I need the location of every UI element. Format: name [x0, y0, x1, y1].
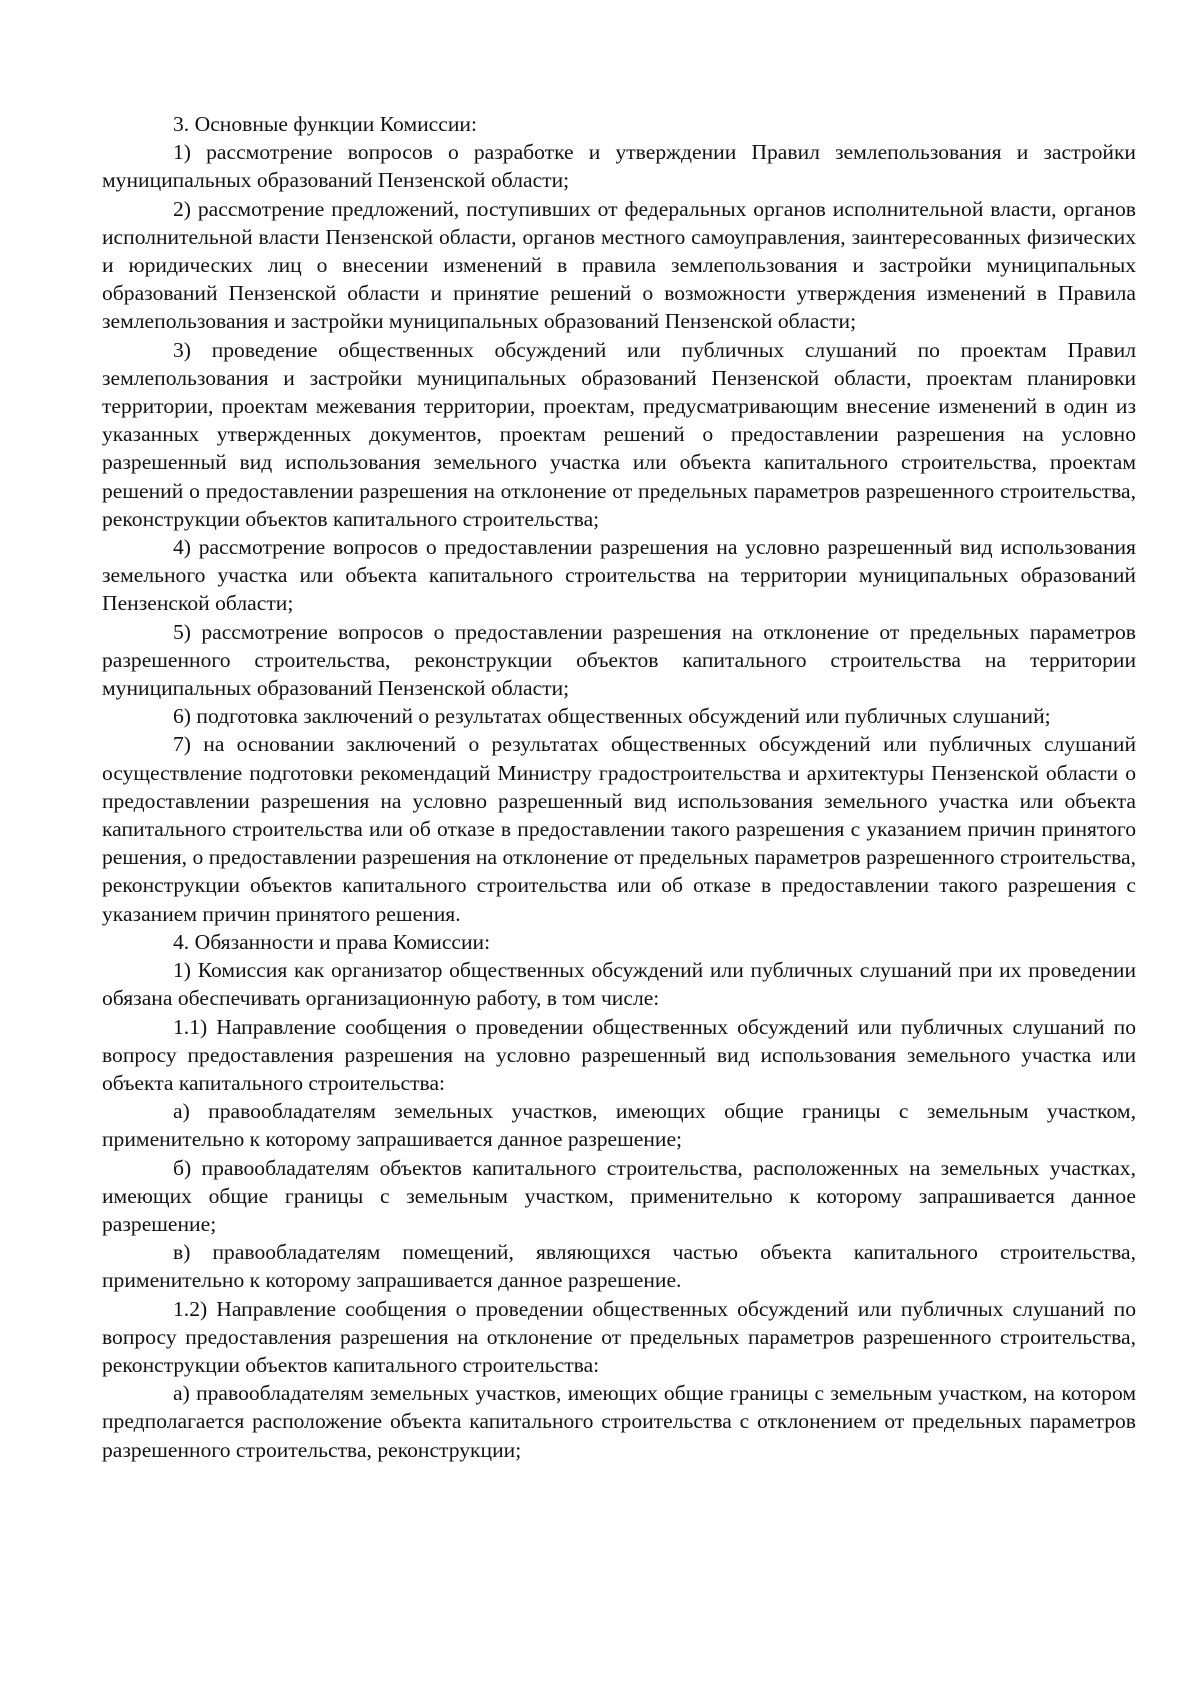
section-3-item-2: 2) рассмотрение предложений, поступивших от федеральных органов исполнительной власти, органов исполнительной власти Пензенской области, органов местного самоуправления, заинтересованных физических и юридических лиц о внесении изменений в правила землепользования и застройки муниципальных образований Пензенской области и принятие решений о возможности утверждения изменений в Правила землепользования и застройки муниципальных образований Пензенской области;	[102, 196, 1136, 334]
section-3-item-5: 5) рассмотрение вопросов о предоставлении разрешения на отклонение от предельных параметров разрешенного строительства, реконструкции объектов капитального строительства на территории муниципальных образований Пензенской области;	[102, 619, 1136, 701]
section-4-item-1-1-a: а) правообладателям земельных участков, имеющих общие границы с земельным участком, применительно к которому запрашивается данное разрешение;	[102, 1099, 1136, 1152]
section-3-item-1: 1) рассмотрение вопросов о разработке и утверждении Правил землепользования и застройки муниципальных образований Пензенской области;	[102, 140, 1136, 193]
section-4-item-1: 1) Комиссия как организатор общественных обсуждений или публичных слушаний при их проведении обязана обеспечивать организационную работу, в том числе:	[102, 958, 1136, 1011]
section-3-heading: 3. Основные функции Комиссии:	[173, 112, 477, 136]
section-4-item-1-2: 1.2) Направление сообщения о проведении общественных обсуждений или публичных слушаний по вопросу предоставления разрешения на отклонение от предельных параметров разрешенного строительства, реконструкции объектов капитального строительства:	[102, 1296, 1136, 1377]
section-4-item-1-1: 1.1) Направление сообщения о проведении общественных обсуждений или публичных слушаний по вопросу предоставления разрешения на условно разрешенный вид использования земельного участка или объекта капитального строительства:	[102, 1014, 1136, 1095]
section-3-item-4: 4) рассмотрение вопросов о предоставлении разрешения на условно разрешенный вид использования земельного участка или объекта капитального строительства на территории муниципальных образований Пензенской области;	[102, 535, 1136, 616]
section-4-item-1-1-c: в) правообладателям помещений, являющихся частью объекта капитального строительства, применительно к которому запрашивается данное разрешение.	[102, 1240, 1136, 1293]
section-3-item-7: 7) на основании заключений о результатах общественных обсуждений или публичных слушаний осуществление подготовки рекомендаций Министру градостроительства и архитектуры Пензенской области о предоставлении разрешения на условно разрешенный вид использования земельного участка или объекта капитального строительства или об отказе в предоставлении такого разрешения с указанием причин принятого решения, о предоставлении разрешения на отклонение от предельных параметров разрешенного строительства, реконструкции объектов капитального строительства или об отказе в предоставлении такого разрешения с указанием причин принятого решения.	[102, 732, 1136, 926]
section-3-item-6: 6) подготовка заключений о результатах общественных обсуждений или публичных слушаний;	[173, 704, 1051, 729]
document-body	[102, 110, 1136, 1464]
section-4-item-1-1-b: б) правообладателям объектов капитального строительства, расположенных на земельных участках, имеющих общие границы с земельным участком, применительно к которому запрашивается данное разрешение;	[102, 1155, 1136, 1236]
section-4-item-1-2-a: а) правообладателям земельных участков, имеющих общие границы с земельным участком, на котором предполагается расположение объекта капитального строительства с отклонением от предельных параметров разрешенного строительства, реконструкции;	[102, 1381, 1136, 1462]
section-4-heading: 4. Обязанности и права Комиссии:	[173, 929, 491, 954]
section-3-item-3: 3) проведение общественных обсуждений или публичных слушаний по проектам Правил землепользования и застройки муниципальных образований Пензенской области, проектам планировки территории, проектам межевания территории, проектам, предусматривающим внесение изменений в один из указанных утвержденных документов, проектам решений о предоставлении разрешения на условно разрешенный вид использования земельного участка или объекта капитального строительства, проектам решений о предоставлении разрешения на отклонение от предельных параметров разрешенного строительства, реконструкции объектов капитального строительства;	[102, 337, 1136, 531]
